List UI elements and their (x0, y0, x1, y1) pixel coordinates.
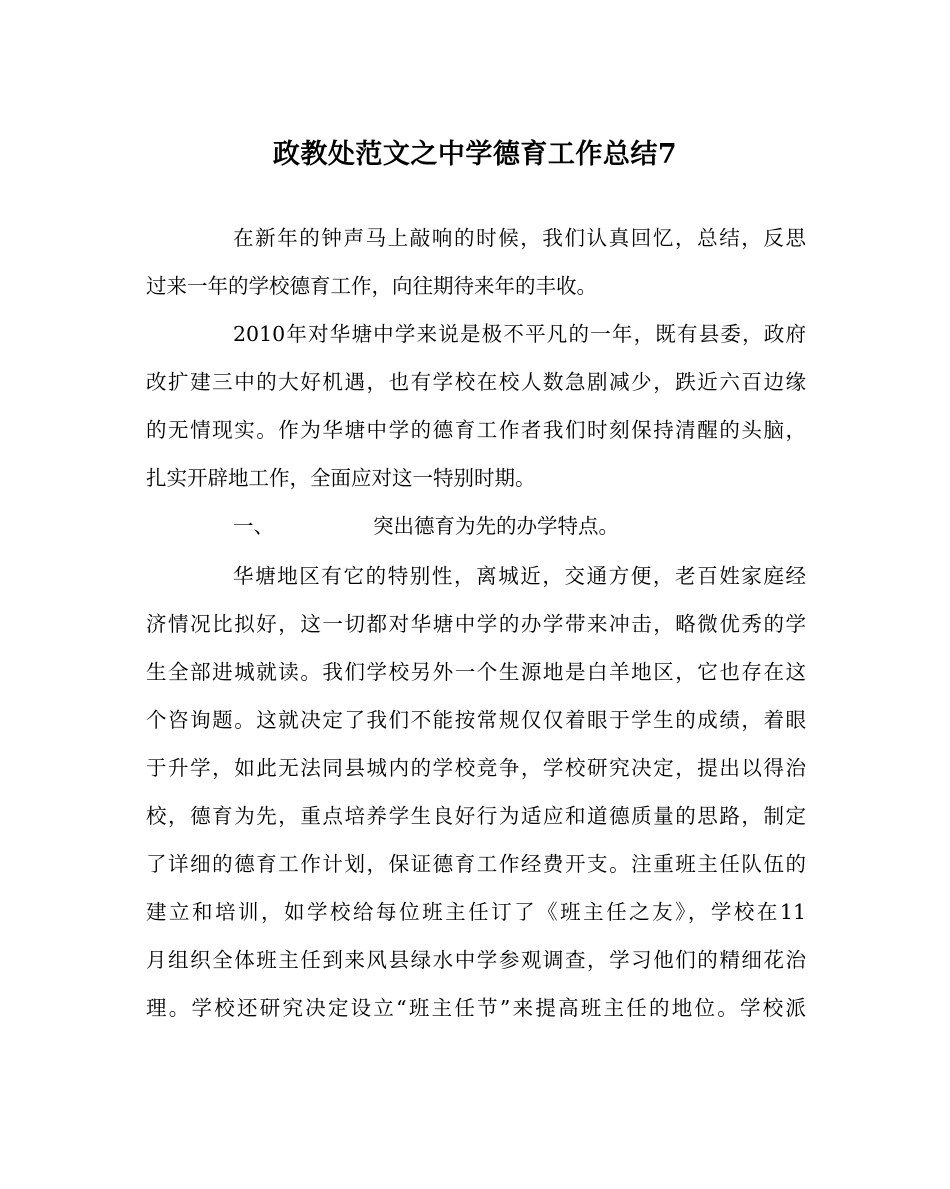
section-heading-number: 一、 (233, 514, 274, 538)
paragraph-line: 了详细的德育工作计划，保证德育工作经费开支。注重班主任队伍的 (146, 852, 806, 876)
paragraph-line: 建立和培训，如学校给每位班主任订了《班主任之友》，学校在11 (146, 900, 806, 924)
document-title: 政教处范文之中学德育工作总结7 (272, 139, 678, 170)
paragraph-line: 济情况比拟好，这一切都对华塘中学的办学带来冲击，略微优秀的学 (146, 612, 806, 636)
paragraph-line: 生全部进城就读。我们学校另外一个生源地是白羊地区，它也存在这 (146, 660, 806, 684)
paragraph-line: 改扩建三中的大好机遇，也有学校在校人数急剧减少，跌近六百边缘 (146, 370, 806, 394)
paragraph-line: 校，德育为先，重点培养学生良好行为适应和道德质量的思路，制定 (146, 804, 806, 828)
paragraph-line: 个咨询题。这就决定了我们不能按常规仅仅着眼于学生的成绩，着眼 (146, 708, 806, 732)
paragraph-line: 于升学，如此无法同县城内的学校竞争，学校研究决定，提出以得治 (146, 756, 806, 780)
paragraph-line: 在新年的钟声马上敲响的时候，我们认真回忆，总结，反思 (233, 226, 806, 250)
paragraph-line: 过来一年的学校德育工作，向往期待来年的丰收。 (146, 274, 597, 298)
paragraph-line: 华塘地区有它的特别性，离城近，交通方便，老百姓家庭经 (233, 564, 806, 588)
paragraph-line: 月组织全体班主任到来风县绿水中学参观调查，学习他们的精细花治 (146, 948, 806, 972)
paragraph-line: 理。学校还研究决定设立“班主任节”来提高班主任的地位。学校派 (146, 996, 806, 1020)
section-heading-text: 突出德育为先的办学特点。 (373, 514, 619, 538)
paragraph-line: 扎实开辟地工作，全面应对这一特别时期。 (146, 466, 536, 490)
paragraph-line: 2010年对华塘中学来说是极不平凡的一年，既有县委，政府 (233, 322, 806, 346)
paragraph-line: 的无情现实。作为华塘中学的德育工作者我们时刻保持清醒的头脑， (146, 418, 806, 442)
